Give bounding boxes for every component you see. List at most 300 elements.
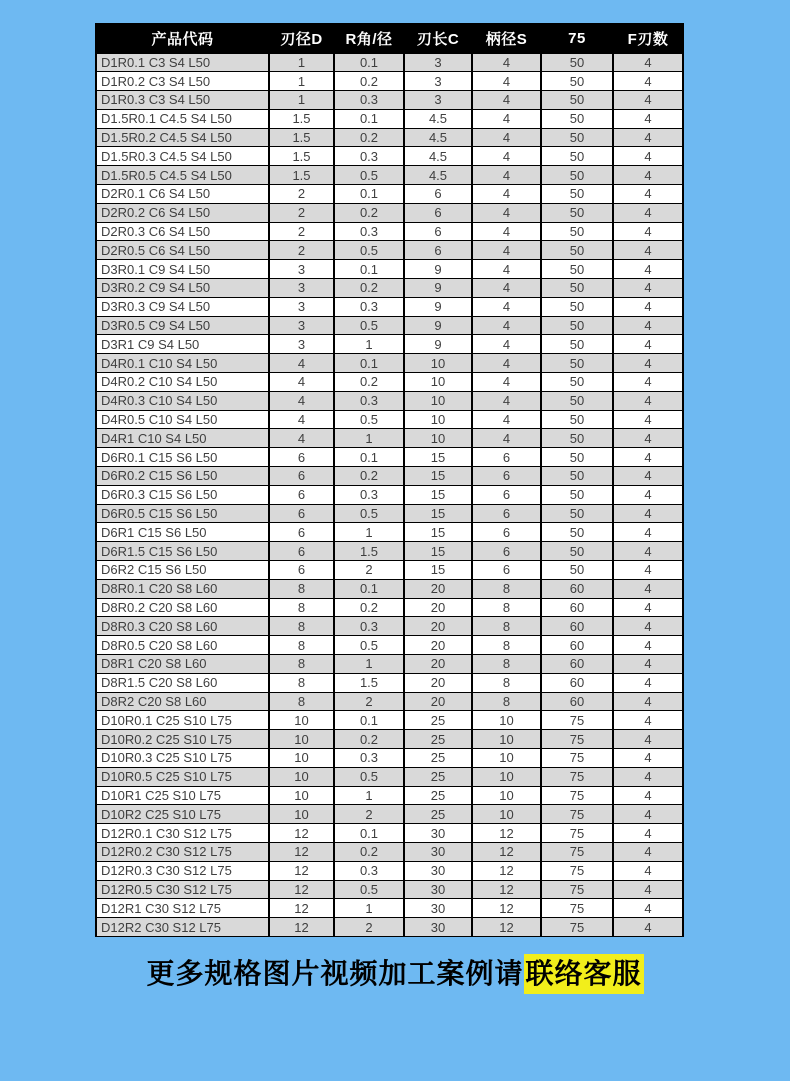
value-cell: 9 bbox=[404, 260, 472, 279]
value-cell: 4 bbox=[269, 354, 334, 373]
table-row bbox=[96, 391, 683, 410]
value-cell: 4 bbox=[472, 203, 541, 222]
value-cell: 50 bbox=[541, 561, 613, 580]
value-cell: 3 bbox=[404, 91, 472, 110]
value-cell: 15 bbox=[404, 561, 472, 580]
value-cell: 8 bbox=[472, 579, 541, 598]
value-cell: 4 bbox=[613, 655, 683, 674]
value-cell: 0.5 bbox=[334, 410, 404, 429]
value-cell: 4 bbox=[472, 429, 541, 448]
product-code-cell: D12R0.1 C30 S12 L75 bbox=[96, 824, 269, 843]
product-code-cell: D2R0.1 C6 S4 L50 bbox=[96, 185, 269, 204]
value-cell: 50 bbox=[541, 147, 613, 166]
value-cell: 4 bbox=[613, 410, 683, 429]
table-row bbox=[96, 53, 683, 72]
value-cell: 8 bbox=[269, 655, 334, 674]
value-cell: 8 bbox=[472, 617, 541, 636]
value-cell: 4 bbox=[472, 316, 541, 335]
value-cell: 4 bbox=[613, 805, 683, 824]
value-cell: 8 bbox=[472, 673, 541, 692]
table-row bbox=[96, 730, 683, 749]
value-cell: 3 bbox=[269, 260, 334, 279]
product-code-cell: D8R1 C20 S8 L60 bbox=[96, 655, 269, 674]
value-cell: 12 bbox=[472, 861, 541, 880]
value-cell: 4 bbox=[613, 222, 683, 241]
value-cell: 3 bbox=[269, 297, 334, 316]
product-code-cell: D1.5R0.2 C4.5 S4 L50 bbox=[96, 128, 269, 147]
value-cell: 15 bbox=[404, 467, 472, 486]
product-code-cell: D3R0.5 C9 S4 L50 bbox=[96, 316, 269, 335]
value-cell: 0.1 bbox=[334, 711, 404, 730]
value-cell: 1.5 bbox=[269, 128, 334, 147]
value-cell: 12 bbox=[269, 880, 334, 899]
table-row bbox=[96, 767, 683, 786]
value-cell: 0.1 bbox=[334, 260, 404, 279]
value-cell: 20 bbox=[404, 636, 472, 655]
product-code-cell: D8R0.1 C20 S8 L60 bbox=[96, 579, 269, 598]
table-row bbox=[96, 203, 683, 222]
value-cell: 30 bbox=[404, 880, 472, 899]
value-cell: 50 bbox=[541, 316, 613, 335]
product-code-cell: D1.5R0.1 C4.5 S4 L50 bbox=[96, 109, 269, 128]
value-cell: 50 bbox=[541, 166, 613, 185]
value-cell: 30 bbox=[404, 824, 472, 843]
product-code-cell: D3R0.2 C9 S4 L50 bbox=[96, 279, 269, 298]
value-cell: 6 bbox=[404, 203, 472, 222]
value-cell: 4 bbox=[613, 730, 683, 749]
value-cell: 0.2 bbox=[334, 72, 404, 91]
value-cell: 10 bbox=[404, 429, 472, 448]
value-cell: 10 bbox=[269, 711, 334, 730]
value-cell: 6 bbox=[472, 542, 541, 561]
value-cell: 60 bbox=[541, 655, 613, 674]
value-cell: 2 bbox=[269, 185, 334, 204]
value-cell: 10 bbox=[269, 730, 334, 749]
value-cell: 20 bbox=[404, 598, 472, 617]
value-cell: 0.1 bbox=[334, 53, 404, 72]
table-row bbox=[96, 373, 683, 392]
value-cell: 4 bbox=[613, 861, 683, 880]
product-code-cell: D4R0.1 C10 S4 L50 bbox=[96, 354, 269, 373]
value-cell: 15 bbox=[404, 504, 472, 523]
value-cell: 4 bbox=[269, 373, 334, 392]
value-cell: 4 bbox=[613, 842, 683, 861]
value-cell: 60 bbox=[541, 692, 613, 711]
value-cell: 0.3 bbox=[334, 617, 404, 636]
value-cell: 4 bbox=[472, 260, 541, 279]
value-cell: 15 bbox=[404, 523, 472, 542]
value-cell: 10 bbox=[472, 730, 541, 749]
value-cell: 8 bbox=[472, 598, 541, 617]
value-cell: 4 bbox=[472, 373, 541, 392]
table-row bbox=[96, 617, 683, 636]
value-cell: 30 bbox=[404, 842, 472, 861]
value-cell: 1 bbox=[334, 899, 404, 918]
value-cell: 6 bbox=[269, 561, 334, 580]
value-cell: 6 bbox=[472, 448, 541, 467]
column-header-corner-radius: R角/径 bbox=[334, 24, 404, 53]
product-code-cell: D1R0.2 C3 S4 L50 bbox=[96, 72, 269, 91]
value-cell: 8 bbox=[269, 692, 334, 711]
value-cell: 10 bbox=[472, 711, 541, 730]
value-cell: 4 bbox=[613, 880, 683, 899]
product-code-cell: D8R2 C20 S8 L60 bbox=[96, 692, 269, 711]
value-cell: 4 bbox=[613, 467, 683, 486]
value-cell: 1 bbox=[334, 786, 404, 805]
value-cell: 10 bbox=[269, 805, 334, 824]
product-code-cell: D6R0.5 C15 S6 L50 bbox=[96, 504, 269, 523]
value-cell: 60 bbox=[541, 598, 613, 617]
value-cell: 6 bbox=[269, 467, 334, 486]
value-cell: 75 bbox=[541, 842, 613, 861]
value-cell: 3 bbox=[269, 335, 334, 354]
value-cell: 0.5 bbox=[334, 166, 404, 185]
value-cell: 20 bbox=[404, 655, 472, 674]
value-cell: 4.5 bbox=[404, 147, 472, 166]
table-row bbox=[96, 561, 683, 580]
value-cell: 3 bbox=[404, 53, 472, 72]
product-code-cell: D10R0.1 C25 S10 L75 bbox=[96, 711, 269, 730]
value-cell: 75 bbox=[541, 730, 613, 749]
value-cell: 10 bbox=[404, 354, 472, 373]
value-cell: 0.2 bbox=[334, 730, 404, 749]
table-row bbox=[96, 880, 683, 899]
value-cell: 50 bbox=[541, 91, 613, 110]
value-cell: 4 bbox=[472, 166, 541, 185]
value-cell: 50 bbox=[541, 241, 613, 260]
value-cell: 1 bbox=[334, 429, 404, 448]
product-code-cell: D12R0.3 C30 S12 L75 bbox=[96, 861, 269, 880]
value-cell: 2 bbox=[334, 918, 404, 937]
value-cell: 25 bbox=[404, 786, 472, 805]
value-cell: 4 bbox=[613, 185, 683, 204]
product-code-cell: D3R1 C9 S4 L50 bbox=[96, 335, 269, 354]
value-cell: 4 bbox=[472, 410, 541, 429]
value-cell: 0.1 bbox=[334, 109, 404, 128]
value-cell: 4 bbox=[613, 203, 683, 222]
value-cell: 0.2 bbox=[334, 842, 404, 861]
product-code-cell: D12R0.2 C30 S12 L75 bbox=[96, 842, 269, 861]
table-header-row bbox=[96, 24, 683, 53]
value-cell: 0.3 bbox=[334, 485, 404, 504]
value-cell: 8 bbox=[269, 579, 334, 598]
value-cell: 0.3 bbox=[334, 861, 404, 880]
value-cell: 1.5 bbox=[269, 109, 334, 128]
value-cell: 1 bbox=[269, 72, 334, 91]
value-cell: 20 bbox=[404, 579, 472, 598]
value-cell: 0.3 bbox=[334, 748, 404, 767]
value-cell: 12 bbox=[472, 899, 541, 918]
value-cell: 4 bbox=[613, 53, 683, 72]
value-cell: 0.2 bbox=[334, 373, 404, 392]
value-cell: 4 bbox=[613, 373, 683, 392]
product-code-cell: D10R0.5 C25 S10 L75 bbox=[96, 767, 269, 786]
value-cell: 4 bbox=[613, 542, 683, 561]
table-row bbox=[96, 279, 683, 298]
value-cell: 0.5 bbox=[334, 636, 404, 655]
value-cell: 4.5 bbox=[404, 109, 472, 128]
value-cell: 4 bbox=[472, 279, 541, 298]
value-cell: 4 bbox=[613, 918, 683, 937]
value-cell: 50 bbox=[541, 222, 613, 241]
value-cell: 4 bbox=[472, 128, 541, 147]
value-cell: 4 bbox=[613, 767, 683, 786]
value-cell: 8 bbox=[472, 636, 541, 655]
value-cell: 6 bbox=[472, 467, 541, 486]
value-cell: 4 bbox=[613, 504, 683, 523]
value-cell: 9 bbox=[404, 297, 472, 316]
table-row bbox=[96, 918, 683, 937]
value-cell: 12 bbox=[269, 861, 334, 880]
spec-table-container bbox=[95, 23, 682, 937]
footer-highlight-contact-service: 联络客服 bbox=[524, 954, 644, 994]
product-code-cell: D4R1 C10 S4 L50 bbox=[96, 429, 269, 448]
value-cell: 4 bbox=[613, 429, 683, 448]
table-row bbox=[96, 241, 683, 260]
table-row bbox=[96, 335, 683, 354]
value-cell: 0.2 bbox=[334, 598, 404, 617]
value-cell: 1 bbox=[334, 335, 404, 354]
value-cell: 75 bbox=[541, 805, 613, 824]
value-cell: 4 bbox=[613, 561, 683, 580]
product-code-cell: D3R0.3 C9 S4 L50 bbox=[96, 297, 269, 316]
value-cell: 10 bbox=[472, 767, 541, 786]
table-row bbox=[96, 166, 683, 185]
value-cell: 0.1 bbox=[334, 354, 404, 373]
value-cell: 75 bbox=[541, 824, 613, 843]
value-cell: 0.1 bbox=[334, 579, 404, 598]
value-cell: 4 bbox=[613, 748, 683, 767]
column-header-shank-diameter: 柄径S bbox=[472, 24, 541, 53]
value-cell: 50 bbox=[541, 185, 613, 204]
table-row bbox=[96, 222, 683, 241]
product-code-cell: D2R0.2 C6 S4 L50 bbox=[96, 203, 269, 222]
value-cell: 4 bbox=[613, 128, 683, 147]
value-cell: 30 bbox=[404, 861, 472, 880]
value-cell: 0.5 bbox=[334, 316, 404, 335]
value-cell: 1 bbox=[269, 53, 334, 72]
table-row bbox=[96, 899, 683, 918]
product-code-cell: D8R0.3 C20 S8 L60 bbox=[96, 617, 269, 636]
value-cell: 50 bbox=[541, 542, 613, 561]
value-cell: 0.2 bbox=[334, 467, 404, 486]
value-cell: 50 bbox=[541, 485, 613, 504]
table-row bbox=[96, 655, 683, 674]
value-cell: 15 bbox=[404, 448, 472, 467]
column-header-overall-length: 75 bbox=[541, 24, 613, 53]
value-cell: 3 bbox=[269, 279, 334, 298]
value-cell: 12 bbox=[472, 842, 541, 861]
value-cell: 25 bbox=[404, 805, 472, 824]
value-cell: 15 bbox=[404, 485, 472, 504]
product-code-cell: D8R0.5 C20 S8 L60 bbox=[96, 636, 269, 655]
value-cell: 4 bbox=[613, 617, 683, 636]
value-cell: 4 bbox=[613, 448, 683, 467]
value-cell: 4.5 bbox=[404, 128, 472, 147]
table-row bbox=[96, 636, 683, 655]
value-cell: 4 bbox=[613, 354, 683, 373]
product-code-cell: D3R0.1 C9 S4 L50 bbox=[96, 260, 269, 279]
value-cell: 8 bbox=[269, 636, 334, 655]
value-cell: 4 bbox=[613, 711, 683, 730]
value-cell: 1.5 bbox=[334, 673, 404, 692]
table-row bbox=[96, 598, 683, 617]
value-cell: 4 bbox=[269, 391, 334, 410]
value-cell: 4 bbox=[613, 899, 683, 918]
value-cell: 4 bbox=[613, 786, 683, 805]
value-cell: 6 bbox=[404, 241, 472, 260]
value-cell: 2 bbox=[269, 241, 334, 260]
table-row bbox=[96, 147, 683, 166]
value-cell: 0.5 bbox=[334, 504, 404, 523]
value-cell: 9 bbox=[404, 279, 472, 298]
value-cell: 30 bbox=[404, 918, 472, 937]
value-cell: 4 bbox=[472, 391, 541, 410]
product-code-cell: D10R0.3 C25 S10 L75 bbox=[96, 748, 269, 767]
product-code-cell: D12R0.5 C30 S12 L75 bbox=[96, 880, 269, 899]
value-cell: 4 bbox=[613, 91, 683, 110]
value-cell: 50 bbox=[541, 260, 613, 279]
value-cell: 0.3 bbox=[334, 222, 404, 241]
column-header-cut-length: 刃长C bbox=[404, 24, 472, 53]
product-code-cell: D1R0.3 C3 S4 L50 bbox=[96, 91, 269, 110]
value-cell: 12 bbox=[269, 842, 334, 861]
value-cell: 0.5 bbox=[334, 880, 404, 899]
value-cell: 4 bbox=[613, 335, 683, 354]
product-code-cell: D6R0.2 C15 S6 L50 bbox=[96, 467, 269, 486]
value-cell: 8 bbox=[269, 598, 334, 617]
value-cell: 50 bbox=[541, 448, 613, 467]
value-cell: 4 bbox=[613, 391, 683, 410]
value-cell: 10 bbox=[472, 805, 541, 824]
value-cell: 20 bbox=[404, 692, 472, 711]
value-cell: 50 bbox=[541, 391, 613, 410]
value-cell: 12 bbox=[472, 918, 541, 937]
value-cell: 4.5 bbox=[404, 166, 472, 185]
value-cell: 75 bbox=[541, 899, 613, 918]
value-cell: 6 bbox=[472, 485, 541, 504]
product-code-cell: D6R1 C15 S6 L50 bbox=[96, 523, 269, 542]
value-cell: 6 bbox=[269, 523, 334, 542]
value-cell: 10 bbox=[269, 767, 334, 786]
product-code-cell: D8R1.5 C20 S8 L60 bbox=[96, 673, 269, 692]
value-cell: 60 bbox=[541, 579, 613, 598]
table-row bbox=[96, 448, 683, 467]
column-header-flute-count: F刃数 bbox=[613, 24, 683, 53]
table-row bbox=[96, 91, 683, 110]
value-cell: 10 bbox=[404, 410, 472, 429]
value-cell: 4 bbox=[613, 279, 683, 298]
value-cell: 50 bbox=[541, 72, 613, 91]
value-cell: 4 bbox=[613, 72, 683, 91]
value-cell: 25 bbox=[404, 711, 472, 730]
product-code-cell: D1.5R0.3 C4.5 S4 L50 bbox=[96, 147, 269, 166]
value-cell: 0.2 bbox=[334, 203, 404, 222]
product-code-cell: D6R1.5 C15 S6 L50 bbox=[96, 542, 269, 561]
value-cell: 0.1 bbox=[334, 448, 404, 467]
footer-note bbox=[0, 954, 790, 994]
value-cell: 1 bbox=[334, 523, 404, 542]
value-cell: 4 bbox=[613, 485, 683, 504]
value-cell: 50 bbox=[541, 109, 613, 128]
table-row bbox=[96, 354, 683, 373]
table-row bbox=[96, 748, 683, 767]
product-code-cell: D4R0.5 C10 S4 L50 bbox=[96, 410, 269, 429]
value-cell: 25 bbox=[404, 748, 472, 767]
value-cell: 4 bbox=[472, 354, 541, 373]
value-cell: 8 bbox=[472, 692, 541, 711]
product-code-cell: D10R1 C25 S10 L75 bbox=[96, 786, 269, 805]
value-cell: 4 bbox=[472, 185, 541, 204]
value-cell: 3 bbox=[404, 72, 472, 91]
column-header-product-code: 产品代码 bbox=[96, 24, 269, 53]
value-cell: 1 bbox=[334, 655, 404, 674]
value-cell: 4 bbox=[472, 335, 541, 354]
table-row bbox=[96, 410, 683, 429]
product-code-cell: D8R0.2 C20 S8 L60 bbox=[96, 598, 269, 617]
table-row bbox=[96, 542, 683, 561]
value-cell: 6 bbox=[472, 523, 541, 542]
product-code-cell: D2R0.3 C6 S4 L50 bbox=[96, 222, 269, 241]
value-cell: 6 bbox=[269, 448, 334, 467]
product-code-cell: D6R2 C15 S6 L50 bbox=[96, 561, 269, 580]
value-cell: 1 bbox=[269, 91, 334, 110]
table-row bbox=[96, 485, 683, 504]
value-cell: 4 bbox=[613, 579, 683, 598]
table-body bbox=[96, 53, 683, 936]
value-cell: 4 bbox=[472, 91, 541, 110]
value-cell: 75 bbox=[541, 861, 613, 880]
value-cell: 50 bbox=[541, 373, 613, 392]
value-cell: 2 bbox=[334, 805, 404, 824]
value-cell: 75 bbox=[541, 711, 613, 730]
value-cell: 12 bbox=[269, 918, 334, 937]
value-cell: 50 bbox=[541, 203, 613, 222]
value-cell: 1.5 bbox=[334, 542, 404, 561]
value-cell: 6 bbox=[269, 485, 334, 504]
value-cell: 10 bbox=[269, 786, 334, 805]
value-cell: 4 bbox=[472, 109, 541, 128]
table-row bbox=[96, 504, 683, 523]
product-code-cell: D12R1 C30 S12 L75 bbox=[96, 899, 269, 918]
table-row bbox=[96, 711, 683, 730]
value-cell: 8 bbox=[269, 673, 334, 692]
value-cell: 15 bbox=[404, 542, 472, 561]
value-cell: 50 bbox=[541, 279, 613, 298]
value-cell: 0.3 bbox=[334, 91, 404, 110]
table-row bbox=[96, 128, 683, 147]
value-cell: 20 bbox=[404, 617, 472, 636]
value-cell: 50 bbox=[541, 410, 613, 429]
value-cell: 4 bbox=[613, 166, 683, 185]
value-cell: 10 bbox=[269, 748, 334, 767]
value-cell: 9 bbox=[404, 316, 472, 335]
value-cell: 50 bbox=[541, 354, 613, 373]
value-cell: 2 bbox=[334, 692, 404, 711]
value-cell: 4 bbox=[613, 260, 683, 279]
table-row bbox=[96, 260, 683, 279]
value-cell: 0.3 bbox=[334, 391, 404, 410]
value-cell: 12 bbox=[472, 824, 541, 843]
value-cell: 0.1 bbox=[334, 185, 404, 204]
table-row bbox=[96, 805, 683, 824]
value-cell: 4 bbox=[613, 147, 683, 166]
table-row bbox=[96, 523, 683, 542]
value-cell: 4 bbox=[613, 297, 683, 316]
value-cell: 12 bbox=[269, 824, 334, 843]
product-code-cell: D6R0.1 C15 S6 L50 bbox=[96, 448, 269, 467]
product-code-cell: D2R0.5 C6 S4 L50 bbox=[96, 241, 269, 260]
